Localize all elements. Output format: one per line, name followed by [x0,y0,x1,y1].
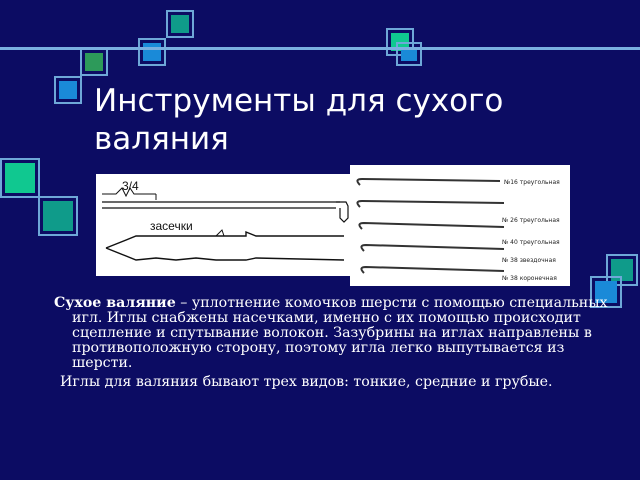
decor-square [38,196,78,236]
decor-square [138,38,166,66]
needle-type-label: № 26 треугольная [502,217,560,224]
decor-square [54,76,82,104]
barbs-label: засечки [150,219,193,233]
fraction-label: 3/4 [122,179,139,193]
definition-text: – уплотнение комочков шерсти с помощью специальных игл. Иглы снабжены насечками, именно с их помощью происходит сцепление и спутывание волокон. Зазубрины на иглах направлены в противоположную сторону, поэтому игла легко выпутывается из шерсти. [72,295,608,371]
needle-diagram-drawing [96,174,350,276]
needle-kinds-paragraph: Иглы для валяния бывают трех видов: тонкие, средние и грубые. [60,374,553,390]
needle-type-label: №16 треугольная [504,179,560,186]
needle-type-label: № 38 звездочная [502,257,556,264]
decor-square [80,48,108,76]
decor-square [396,42,422,66]
slide-body [52,296,618,390]
decor-square [166,10,194,38]
decor-square [0,158,40,198]
needle-type-label: № 40 треугольная [502,239,560,246]
needle-types-image [350,165,570,286]
needle-diagram-image [96,174,350,276]
header-divider [0,47,640,50]
definition-paragraph [52,296,618,371]
slide-title: Инструменты для сухого валяния [94,83,504,157]
definition-term: Сухое валяние [54,295,176,311]
needle-type-label: № 38 коронечная [502,275,557,282]
